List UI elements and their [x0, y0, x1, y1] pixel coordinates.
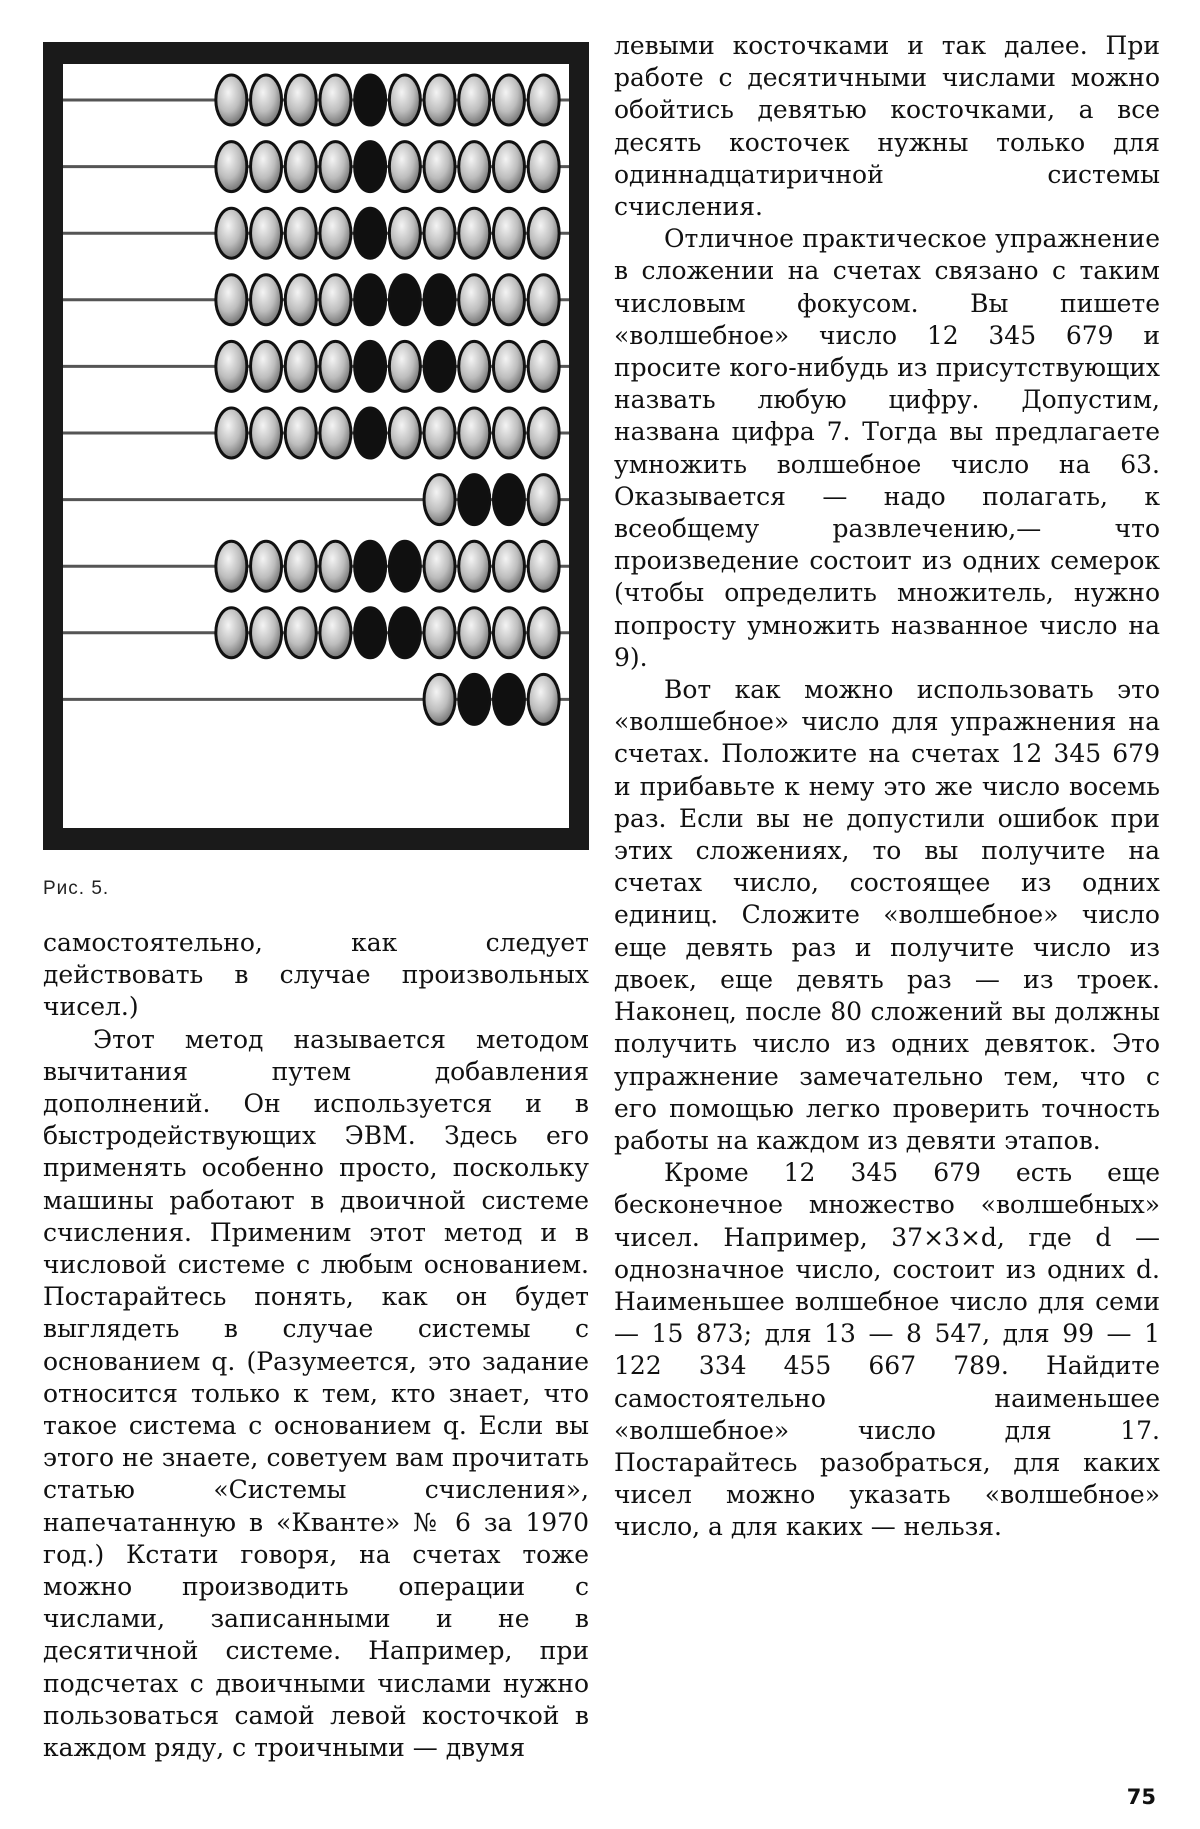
right-paragraph-1: левыми косточками и так далее. При работе с десятичными числами можно обойтись девятью косточками, а все десять косточек нужны только для одиннадцатиричной системы счисления. — [614, 31, 1160, 222]
abacus-bead-light — [251, 275, 282, 325]
abacus-illustration — [43, 42, 589, 850]
left-paragraph-1: самостоятельно, как следует действовать в случае произвольных чисел.) — [43, 928, 589, 1022]
abacus-bead-dark — [355, 408, 386, 458]
abacus-bead-light — [251, 142, 282, 192]
left-paragraph-2: Этот метод называется методом вычитания путем добавления дополнений. Он используется и в быстродействующих ЭВМ. Здесь его применять особенно просто, поскольку машины работают в двоичной системе счисления. Применим этот метод и в числовой системе с любым основанием. Постарайтесь понять, как он будет выглядеть в случае системы с основанием q. (Разумеется, это задание относится только к тем, кто знает, что такое система с основанием q. Если вы этого не знаете, советуем вам прочитать статью «Системы счисления», напечатанную в «Кванте» № 6 за 1970 год.) Кстати говоря, на счетах тоже можно производить операции с числами, записанными и не в десятичной системе. Например, при подсчетах с двоичными числами нужно пользоваться самой левой косточкой в каждом ряду, с троичными — двумя — [43, 1024, 589, 1763]
abacus-bead-light — [389, 341, 420, 391]
abacus-bead-dark — [424, 275, 455, 325]
abacus-bead-light — [320, 408, 351, 458]
abacus-bead-light — [216, 75, 247, 125]
abacus-bead-dark — [493, 674, 524, 724]
abacus-bead-light — [216, 408, 247, 458]
abacus-bead-light — [285, 541, 316, 591]
abacus-bead-light — [528, 674, 559, 724]
abacus-bead-light — [424, 674, 455, 724]
abacus-bead-light — [424, 541, 455, 591]
abacus-bead-light — [389, 142, 420, 192]
abacus-bead-light — [216, 608, 247, 658]
left-column — [43, 927, 589, 1764]
abacus-bead-light — [459, 408, 490, 458]
abacus-bead-light — [493, 208, 524, 258]
abacus-bead-light — [493, 275, 524, 325]
abacus-bead-light — [459, 75, 490, 125]
abacus-bead-light — [216, 142, 247, 192]
abacus-bead-light — [216, 208, 247, 258]
abacus-bead-dark — [459, 475, 490, 525]
figure-caption: Рис. 5. — [43, 878, 110, 899]
abacus-bead-light — [251, 408, 282, 458]
abacus-bead-light — [320, 275, 351, 325]
abacus-bead-light — [528, 142, 559, 192]
abacus-bead-dark — [355, 541, 386, 591]
abacus-bead-light — [424, 475, 455, 525]
abacus-bead-light — [389, 408, 420, 458]
abacus-bead-light — [320, 208, 351, 258]
abacus-bead-light — [216, 541, 247, 591]
abacus-bead-light — [528, 608, 559, 658]
abacus-bead-light — [320, 341, 351, 391]
abacus-bead-light — [285, 608, 316, 658]
abacus-bead-light — [459, 541, 490, 591]
abacus-bead-light — [424, 142, 455, 192]
abacus-bead-light — [528, 341, 559, 391]
abacus-bead-light — [285, 208, 316, 258]
abacus-bead-light — [528, 475, 559, 525]
abacus-bead-light — [528, 75, 559, 125]
abacus-bead-light — [424, 75, 455, 125]
abacus-bead-light — [320, 75, 351, 125]
abacus-bead-light — [424, 208, 455, 258]
abacus-bead-light — [493, 341, 524, 391]
abacus-bead-light — [528, 208, 559, 258]
abacus-bead-light — [459, 608, 490, 658]
abacus-bead-light — [459, 208, 490, 258]
abacus-bead-dark — [355, 142, 386, 192]
abacus-bead-dark — [459, 674, 490, 724]
abacus-bead-light — [251, 75, 282, 125]
abacus-bead-light — [493, 75, 524, 125]
abacus-bead-light — [285, 275, 316, 325]
right-paragraph-3: Вот как можно использовать это «волшебное» число для упражнения на счетах. Положите на счетах 12 345 679 и прибавьте к нему это же число восемь раз. Если вы не допустили ошибок при этих сложениях, то вы получите на счетах число, состоящее из одних единиц. Сложите «волшебное» число еще девять раз и получите число из двоек, еще девять раз — из троек. Наконец, после 80 сложений вы должны получить число из одних девяток. Это упражнение замечательно тем, что с его помощью легко проверить точность работы на каждом из девяти этапов. — [614, 675, 1160, 1155]
abacus-bead-light — [493, 608, 524, 658]
abacus-bead-light — [285, 142, 316, 192]
abacus-bead-light — [389, 208, 420, 258]
abacus-bead-light — [285, 408, 316, 458]
abacus-bead-light — [493, 142, 524, 192]
abacus-bead-light — [216, 275, 247, 325]
abacus-bead-dark — [355, 75, 386, 125]
abacus-bead-dark — [389, 541, 420, 591]
abacus-bead-light — [528, 275, 559, 325]
abacus-bead-dark — [389, 275, 420, 325]
abacus-bead-dark — [355, 341, 386, 391]
abacus-bead-light — [528, 541, 559, 591]
abacus-bead-dark — [355, 275, 386, 325]
abacus-bead-light — [251, 541, 282, 591]
abacus-bead-dark — [389, 608, 420, 658]
abacus-bead-light — [285, 341, 316, 391]
abacus-bead-light — [251, 208, 282, 258]
abacus-interior — [63, 64, 569, 828]
abacus-bead-light — [320, 608, 351, 658]
abacus-figure — [43, 42, 589, 850]
page-number: 75 — [1126, 1785, 1156, 1809]
abacus-bead-light — [528, 408, 559, 458]
abacus-bead-dark — [355, 208, 386, 258]
abacus-bead-light — [493, 541, 524, 591]
abacus-bead-light — [459, 341, 490, 391]
right-paragraph-4: Кроме 12 345 679 есть еще бесконечное множество «волшебных» чисел. Например, 37×3×d, где d — однозначное число, состоит из одних d. Наименьшее волшебное число для семи — 15 873; для 13 — 8 547, для 99 — 1 122 334 455 667 789. Найдите самостоятельно наименьшее «волшебное» число для 17. Постарайтесь разобраться, для каких чисел можно указать «волшебное» число, а для каких — нельзя. — [614, 1158, 1160, 1542]
right-column — [614, 30, 1160, 1544]
abacus-bead-light — [424, 408, 455, 458]
abacus-bead-light — [251, 608, 282, 658]
right-paragraph-2: Отличное практическое упражнение в сложении на счетах связано с таким числовым фокусом. Вы пишете «волшебное» число 12 345 679 и просите кого-нибудь из присутствующих назвать любую цифру. Допустим, названа цифра 7. Тогда вы предлагаете умножить волшебное число на 63. Оказывается — надо полагать, к всеобщему развлечению,— что произведение состоит из одних семерок (чтобы определить множитель, нужно попросту умножить названное число на 9). — [614, 224, 1160, 672]
abacus-bead-dark — [424, 341, 455, 391]
abacus-bead-light — [389, 75, 420, 125]
abacus-bead-dark — [355, 608, 386, 658]
abacus-bead-light — [459, 142, 490, 192]
abacus-bead-dark — [493, 475, 524, 525]
abacus-bead-light — [285, 75, 316, 125]
abacus-bead-light — [216, 341, 247, 391]
abacus-bead-light — [320, 541, 351, 591]
abacus-bead-light — [320, 142, 351, 192]
abacus-bead-light — [424, 608, 455, 658]
abacus-bead-light — [251, 341, 282, 391]
abacus-bead-light — [493, 408, 524, 458]
abacus-bead-light — [459, 275, 490, 325]
